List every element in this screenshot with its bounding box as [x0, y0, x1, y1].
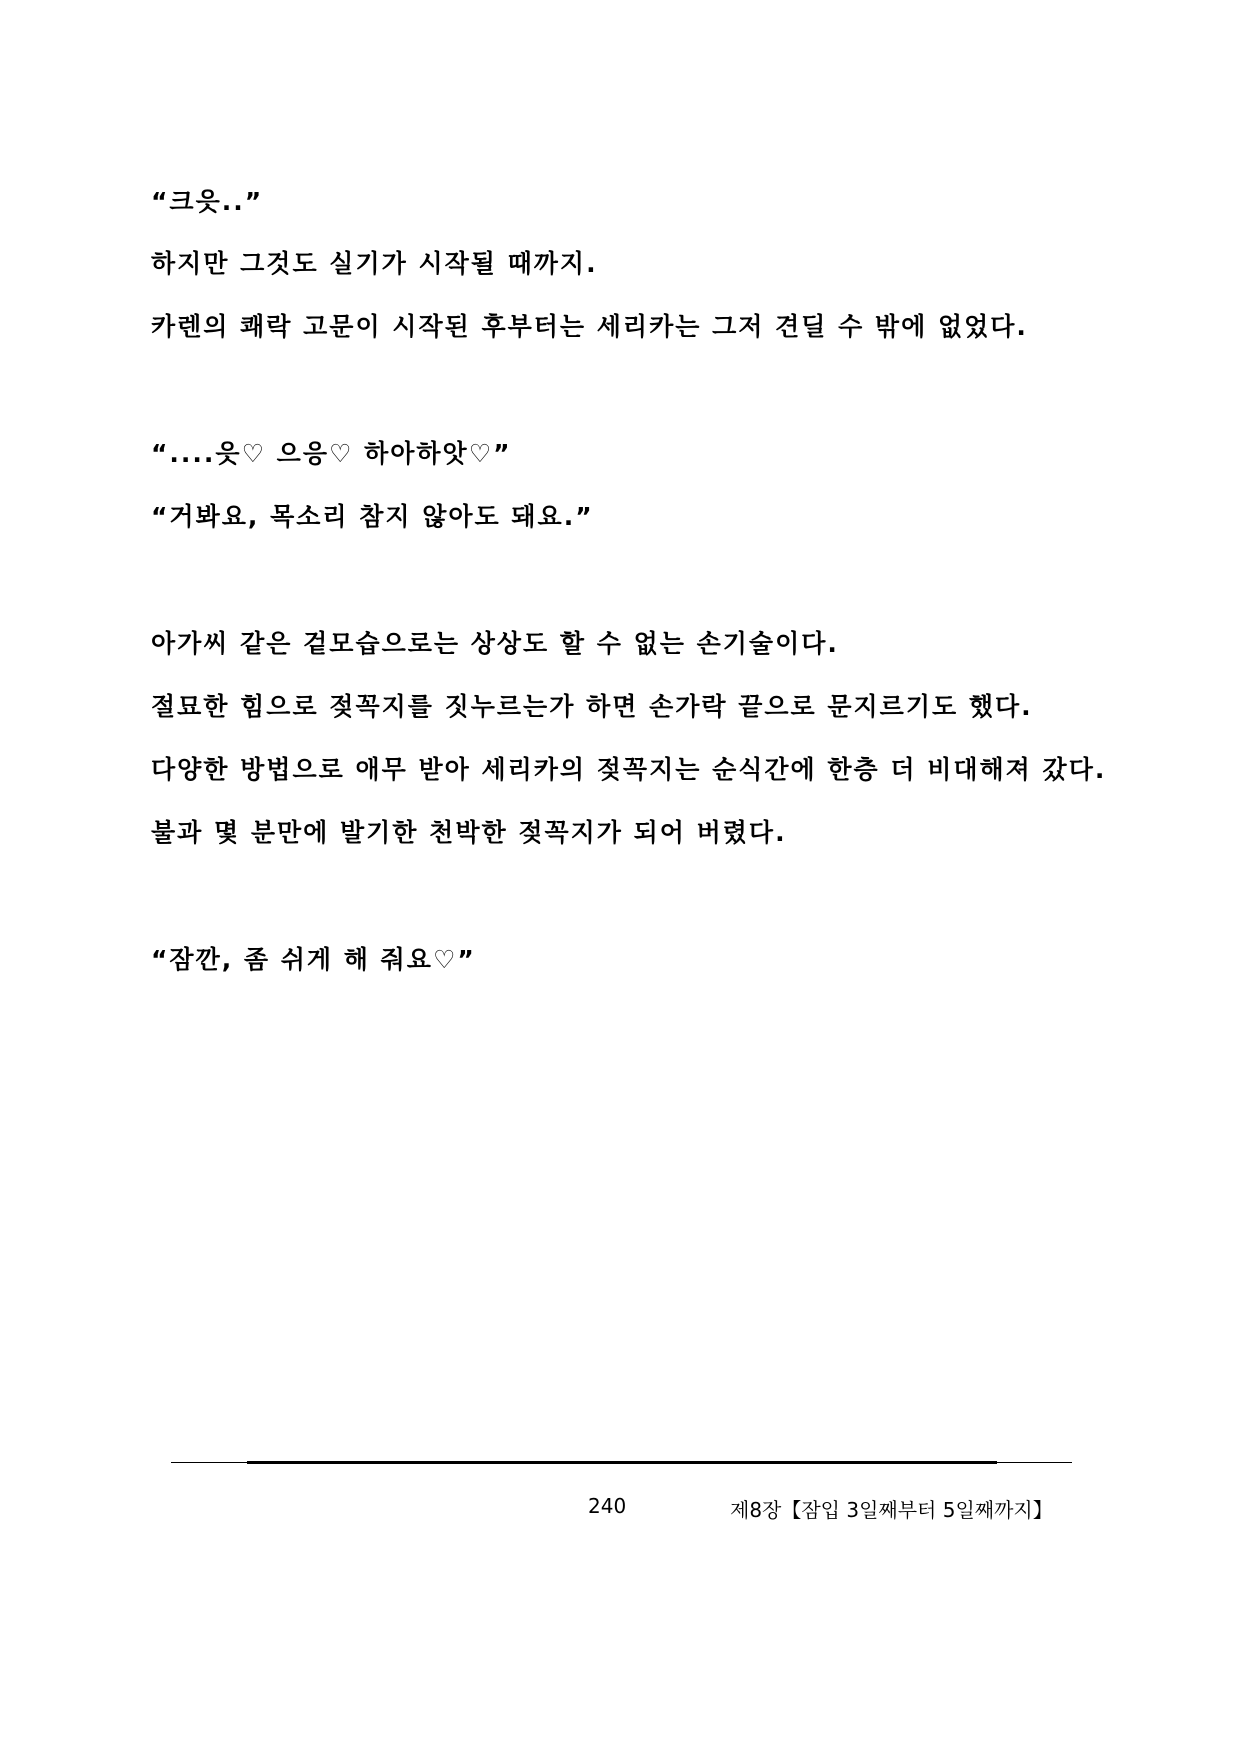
footer-divider-bold — [247, 1461, 997, 1464]
text-line: “....읏♡ 으응♡ 하아하앗♡” — [151, 439, 512, 468]
text-line: 불과 몇 분만에 발기한 천박한 젖꼭지가 되어 버렸다. — [151, 818, 787, 847]
text-line: “잠깐, 좀 쉬게 해 줘요♡” — [151, 945, 476, 974]
text-line: 다양한 방법으로 애무 받아 세리카의 젖꼭지는 순식간에 한층 더 비대해져 갔다. — [151, 755, 1107, 784]
running-header: 제8장【잠입 3일째부터 5일째까지】 — [730, 1498, 1053, 1522]
page-number: 240 — [588, 1494, 627, 1518]
text-line: 카렌의 쾌락 고문이 시작된 후부터는 세리카는 그저 견딜 수 밖에 없었다. — [151, 312, 1028, 341]
text-line: “거봐요, 목소리 참지 않아도 돼요.” — [151, 502, 594, 531]
text-line: 하지만 그것도 실기가 시작될 때까지. — [151, 249, 598, 278]
text-line: “크읏..” — [151, 187, 264, 216]
text-line: 아가씨 같은 겉모습으로는 상상도 할 수 없는 손기술이다. — [151, 629, 839, 658]
text-line: 절묘한 힘으로 젖꼭지를 짓누르는가 하면 손가락 끝으로 문지르기도 했다. — [151, 692, 1033, 721]
